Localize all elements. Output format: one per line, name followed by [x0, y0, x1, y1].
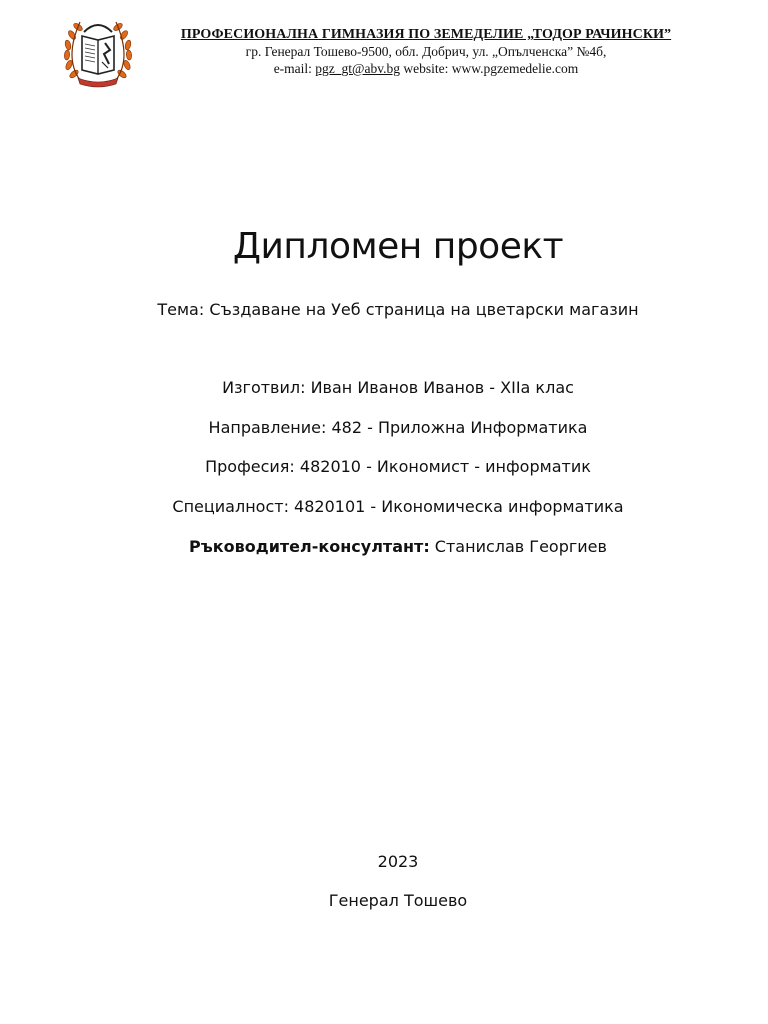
letterhead — [148, 26, 704, 77]
supervisor-name: Станислав Георгиев — [429, 537, 607, 556]
document-profession: Професия: 482010 - Икономист - информатик — [205, 457, 591, 476]
website-text: website: www.pgzemedelie.com — [399, 61, 579, 76]
email-prefix: e-mail: — [273, 61, 316, 76]
school-emblem-icon — [60, 14, 136, 88]
document-supervisor — [0, 537, 768, 556]
school-name: ПРОФЕСИОНАЛНА ГИМНАЗИЯ ПО ЗЕМЕДЕЛИЕ „ТОДОР РАЧИНСКИ” — [180, 27, 672, 42]
document-city: Генерал Тошево — [328, 891, 468, 910]
document-title: Дипломен проект — [232, 226, 564, 267]
school-address: гр. Генерал Тошево-9500, обл. Добрич, ул. „Опълченска” №4б, — [245, 44, 607, 59]
document-topic: Тема: Създаване на Уеб страница на цветарски магазин — [157, 300, 639, 319]
document-specialty: Специалност: 4820101 - Икономическа информатика — [172, 497, 624, 516]
email-link[interactable]: pgz_gt@abv.bg — [315, 61, 400, 76]
supervisor-label: Ръководител-консултант: — [189, 537, 430, 556]
document-author: Изготвил: Иван Иванов Иванов - XIIa клас — [222, 378, 574, 397]
document-year: 2023 — [377, 852, 419, 871]
document-direction: Направление: 482 - Приложна Информатика — [208, 418, 588, 437]
school-contact — [148, 60, 704, 77]
